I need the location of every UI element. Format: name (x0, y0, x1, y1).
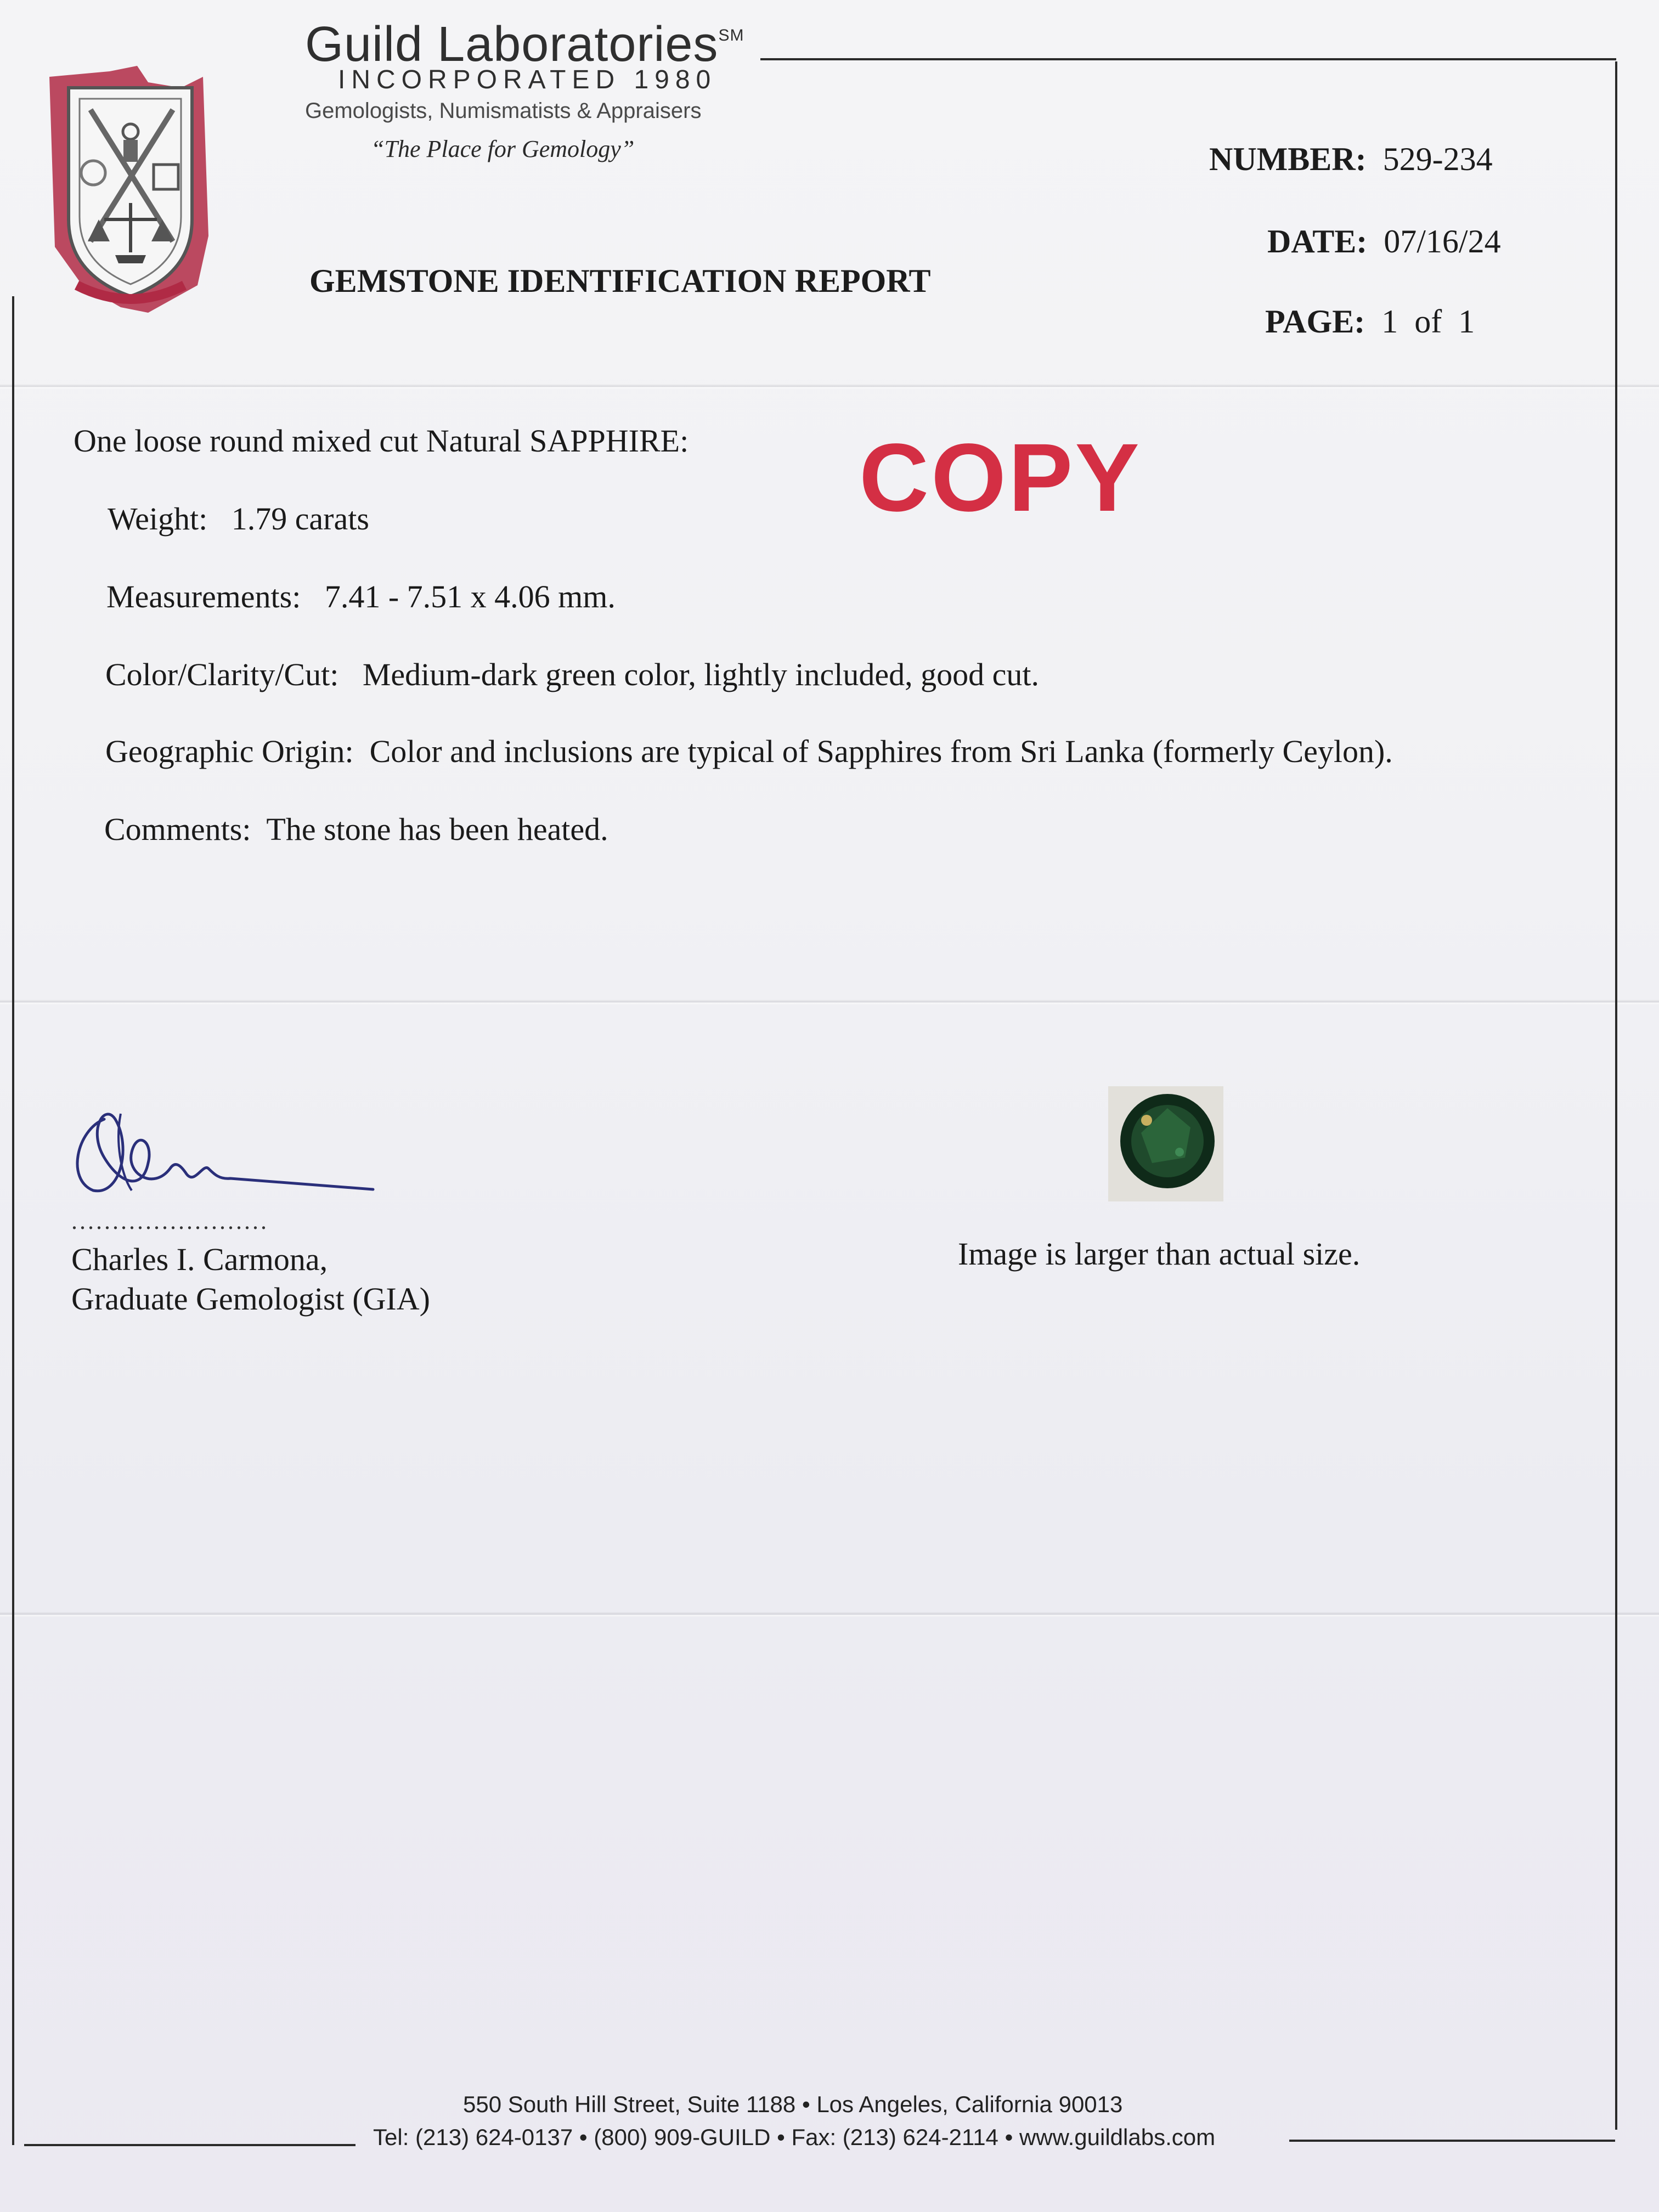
field-weight (108, 500, 369, 537)
field-geographic-origin (105, 733, 1393, 770)
report-intro: One loose round mixed cut Natural SAPPHIRE: (74, 423, 689, 459)
fold-crease (0, 1612, 1659, 1617)
report-page-total: 1 (1458, 303, 1475, 340)
frame-right-line (1615, 61, 1617, 2130)
brand-tagline: “The Place for Gemology” (371, 136, 635, 162)
fold-crease (0, 384, 1659, 390)
brand-incorporated: INCORPORATED 1980 (338, 65, 717, 94)
report-number-label: NUMBER: (1209, 141, 1367, 177)
signer-name: Charles I. Carmona, (71, 1242, 328, 1277)
field-measurements (106, 578, 616, 615)
field-label: Geographic Origin: (105, 733, 354, 769)
report-title: GEMSTONE IDENTIFICATION REPORT (309, 263, 931, 299)
fold-crease (0, 1000, 1659, 1005)
report-number-value: 529-234 (1383, 141, 1493, 177)
field-value: 7.41 - 7.51 x 4.06 mm. (324, 579, 616, 614)
field-value: The stone has been heated. (266, 811, 608, 847)
report-date (1267, 223, 1501, 261)
service-mark: SM (718, 26, 744, 44)
frame-top-line (760, 58, 1616, 60)
field-comments (104, 811, 608, 848)
report-page-value: 1 (1381, 303, 1398, 340)
field-label: Comments: (104, 811, 251, 847)
brand-subtitle: Gemologists, Numismatists & Appraisers (305, 99, 702, 123)
report-page-of: of (1414, 303, 1442, 340)
gem-photo (1108, 1086, 1223, 1201)
field-value: Medium-dark green color, lightly included, good cut. (362, 657, 1039, 692)
report-date-label: DATE: (1267, 223, 1368, 259)
footer-address: 550 South Hill Street, Suite 1188 • Los Angeles, California 90013 (463, 2091, 1123, 2117)
field-value: 1.79 carats (231, 501, 369, 537)
field-label: Weight: (108, 501, 208, 537)
footer-contact: Tel: (213) 624-0137 • (800) 909-GUILD • Fax: (213) 624-2114 • www.guildlabs.com (373, 2124, 1216, 2150)
field-label: Color/Clarity/Cut: (105, 657, 339, 692)
copy-stamp: COPY (859, 424, 1142, 532)
field-label: Measurements: (106, 579, 301, 614)
field-color-clarity-cut (105, 656, 1039, 693)
signature-image (66, 1097, 384, 1218)
signer-title: Graduate Gemologist (GIA) (71, 1281, 430, 1317)
frame-left-line (12, 296, 14, 2145)
report-number (1209, 140, 1493, 178)
brand-name: Guild Laboratories℠ (305, 17, 744, 72)
report-page-label: PAGE: (1265, 303, 1365, 340)
guild-crest-logo (38, 55, 214, 318)
field-value: Color and inclusions are typical of Sapphires from Sri Lanka (formerly Ceylon). (369, 733, 1393, 769)
gem-image-caption: Image is larger than actual size. (958, 1236, 1361, 1272)
signature-dotted-line: ........................ (71, 1207, 269, 1234)
report-date-value: 07/16/24 (1384, 223, 1501, 259)
frame-bottom-right-line (1289, 2140, 1615, 2142)
frame-bottom-left-line (24, 2144, 356, 2146)
report-page (1265, 303, 1475, 341)
